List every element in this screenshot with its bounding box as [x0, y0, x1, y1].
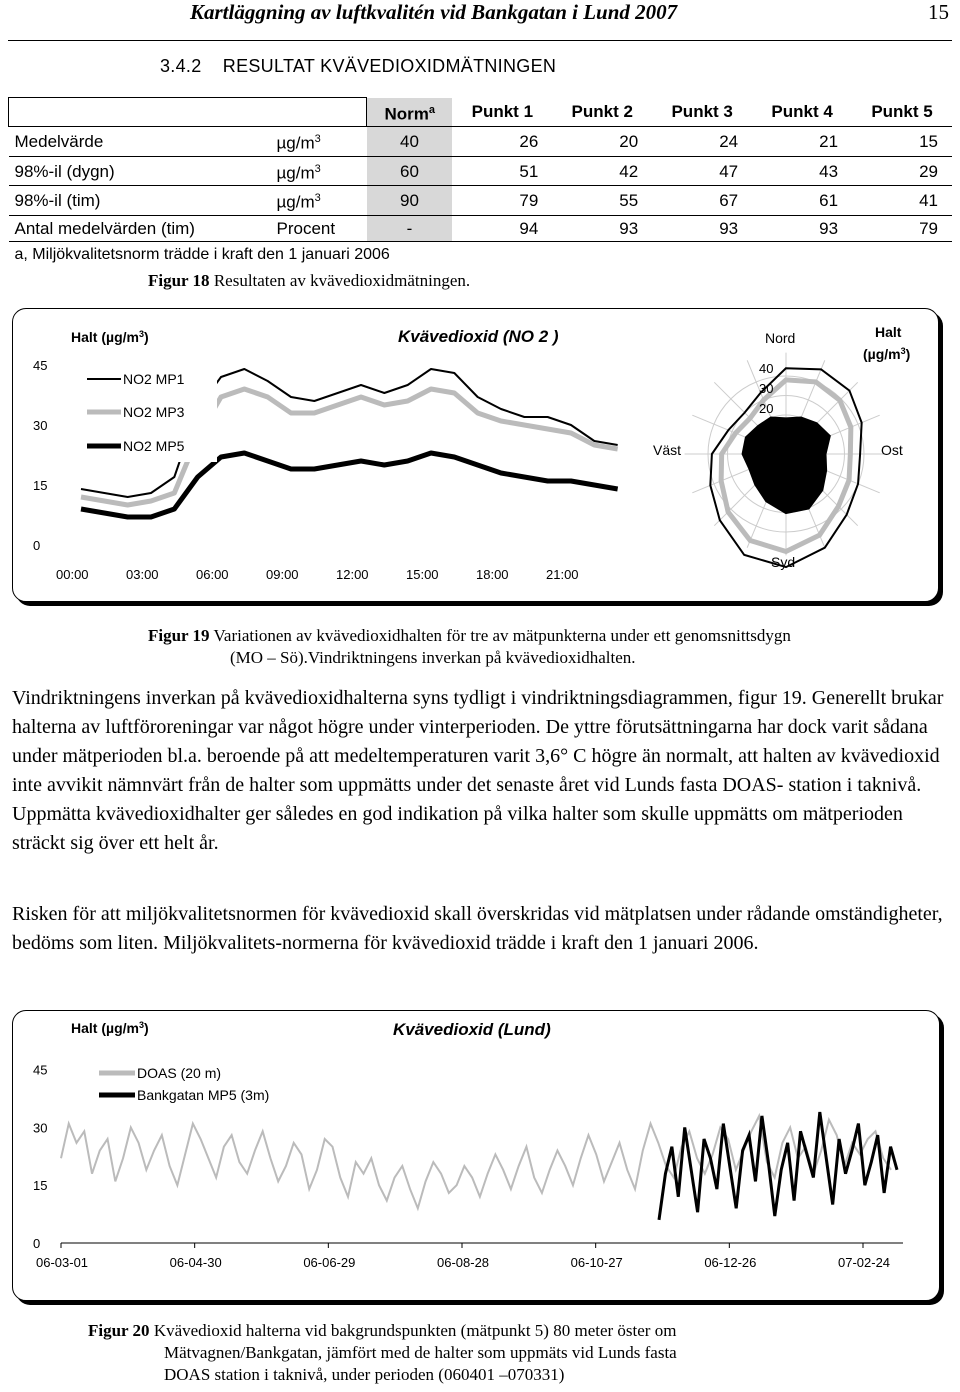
direction-north: Nord	[765, 330, 796, 346]
figure-text-cont: (MO – Sö).Vindriktningens inverkan på kvävedioxidhalten.	[230, 648, 636, 667]
legend-label: NO2 MP1	[123, 371, 185, 387]
column-header: Punkt 1	[471, 102, 534, 122]
direction-south: Syd	[771, 554, 796, 570]
figure-19-caption	[148, 625, 938, 669]
column-header: Punkt 2	[571, 102, 633, 122]
x-tick-label: 06:00	[196, 567, 229, 582]
section-heading	[160, 56, 556, 77]
value-cell: 93	[552, 216, 652, 242]
chart-title: Kvävedioxid (NO 2 )	[398, 327, 559, 346]
unit-cell: $\mu g/m^3$	[270, 127, 366, 157]
header-rule	[8, 40, 952, 41]
figure-text-cont: Mätvagnen/Bankgatan, jämfört med de halter som uppmäts vid Lunds fasta	[164, 1343, 677, 1362]
column-header: Norm$^a$	[367, 98, 453, 127]
radar-series-3	[743, 418, 829, 513]
value-cell: 29	[852, 156, 952, 186]
figure-label: Figur 19	[148, 626, 210, 645]
chart-title: Kvävedioxid (Lund)	[393, 1020, 551, 1039]
y-tick-label: 0	[33, 1236, 41, 1251]
figure-19-chart	[12, 308, 939, 602]
value-cell: 55	[552, 186, 652, 216]
x-tick-label: 18:00	[476, 567, 509, 582]
legend-label: DOAS (20 m)	[137, 1065, 222, 1081]
legend-label: NO2 MP3	[123, 404, 185, 420]
table-corner	[9, 98, 367, 127]
value-cell: 42	[552, 156, 652, 186]
figure-text: Kvävedioxid halterna vid bakgrundspunkten (mätpunkt 5) 80 meter öster om	[153, 1321, 677, 1340]
section-number: 3.4.2	[160, 56, 202, 76]
table-row	[9, 216, 953, 242]
table-row	[9, 156, 953, 186]
value-cell: 20	[552, 127, 652, 157]
y-tick-label: 45	[33, 358, 48, 373]
value-cell: 15	[852, 127, 952, 157]
row-label: Antal medelvärden (tim)	[9, 216, 271, 242]
norm-cell: 90	[367, 186, 453, 216]
figure-text-cont: DOAS station i taknivå, under perioden (060401 –070331)	[164, 1365, 565, 1384]
x-tick-label: 06-12-26	[704, 1255, 757, 1270]
row-label: Medelvärde	[9, 127, 271, 157]
x-tick-label: 15:00	[406, 567, 439, 582]
value-cell: 94	[452, 216, 552, 242]
x-tick-label: 21:00	[546, 567, 579, 582]
figure-label: Figur 20	[88, 1321, 150, 1340]
direction-west: Väst	[653, 442, 682, 458]
table-row	[9, 186, 953, 216]
value-cell: 21	[752, 127, 852, 157]
norm-cell: 60	[367, 156, 453, 186]
figure-20-caption	[88, 1320, 868, 1386]
figure-text: Resultaten av kvävedioxidmätningen.	[213, 271, 471, 290]
body-paragraph: Vindriktningens inverkan på kvävedioxidhalterna syns tydligt i vindriktningsdiagrammen, figur 19. Generellt brukar halterna av luftföroreningar var något högre under vinterperioden. De yttre förutsättningarna har dock varit sådana under mätperioden bl.a. beroende på att medeltemperaturen varit 3,6° C högre än normalt, att halten av kvävedioxid inte avvikit nämnvärt från de halter som uppmätts under det senaste året vid Lunds fasta DOAS- station i taknivå. Uppmätta kvävedioxidhalter ger således en god indikation på vilka halter som skulle uppmätts om mätperioden sträckt sig över ett helt år.	[12, 687, 944, 854]
y-tick-label: 45	[33, 1062, 48, 1078]
unit-cell: $\mu g/m^3$	[270, 186, 366, 216]
chart-20-svg	[13, 1011, 939, 1300]
page-number: 15	[928, 0, 949, 24]
table-footnote-row	[9, 242, 953, 268]
value-cell: 79	[452, 186, 552, 216]
y-tick-label: 0	[33, 538, 41, 553]
x-tick-label: 06-04-30	[169, 1255, 222, 1270]
series-line-doas	[61, 1116, 891, 1208]
running-header-title: Kartläggning av luftkvalitén vid Bankgatan i Lund 2007	[190, 0, 678, 24]
unit-cell: $\mu g/m^3$	[270, 156, 366, 186]
x-tick-label: 06-06-29	[303, 1255, 356, 1270]
column-header: Punkt 3	[671, 102, 733, 122]
row-label: 98%-il (dygn)	[9, 156, 271, 186]
y-tick-label: 30	[33, 418, 48, 433]
x-tick-label: 07-02-24	[838, 1255, 891, 1270]
direction-east: Ost	[881, 442, 903, 458]
legend-label: NO2 MP5	[123, 438, 185, 454]
radar-title-line2: $(\mu g/m^3)$	[863, 346, 911, 362]
norm-cell: 40	[367, 127, 453, 157]
x-tick-label: 00:00	[56, 567, 89, 582]
legend-label: Bankgatan MP5 (3m)	[137, 1087, 270, 1103]
value-cell: 93	[652, 216, 752, 242]
column-header: Punkt 4	[771, 102, 833, 122]
norm-cell: -	[367, 216, 453, 242]
y-axis-label: Halt $(\mu g/m^3)$	[71, 329, 149, 345]
value-cell: 47	[652, 156, 752, 186]
figure-label: Figur 18	[148, 271, 210, 290]
value-cell: 24	[652, 127, 752, 157]
value-cell: 43	[752, 156, 852, 186]
row-label: 98%-il (tim)	[9, 186, 271, 216]
x-tick-label: 06-03-01	[36, 1255, 89, 1270]
table-row	[9, 127, 953, 157]
x-tick-label: 09:00	[266, 567, 299, 582]
value-cell: 79	[852, 216, 952, 242]
x-tick-label: 12:00	[336, 567, 369, 582]
results-table	[8, 97, 952, 267]
x-tick-label: 06-08-28	[437, 1255, 490, 1270]
radar-ring-label: 20	[759, 401, 774, 416]
value-cell: 41	[852, 186, 952, 216]
value-cell: 67	[652, 186, 752, 216]
table-footnote: a, Miljökvalitetsnorm trädde i kraft den 1 januari 2006	[9, 242, 953, 268]
value-cell: 93	[752, 216, 852, 242]
chart-19-svg	[13, 309, 938, 601]
y-axis-label: Halt $(\mu g/m^3)$	[71, 1020, 149, 1036]
value-cell: 61	[752, 186, 852, 216]
unit-cell: Procent	[270, 216, 366, 242]
x-tick-label: 03:00	[126, 567, 159, 582]
table-header-row	[9, 98, 953, 127]
x-tick-label: 06-10-27	[570, 1255, 623, 1270]
y-tick-label: 15	[33, 478, 48, 493]
y-tick-label: 30	[33, 1120, 48, 1136]
section-title: RESULTAT KVÄVEDIOXIDMÄTNINGEN	[222, 56, 557, 76]
value-cell: 26	[452, 127, 552, 157]
y-tick-label: 15	[33, 1178, 48, 1194]
figure-20-chart	[12, 1010, 940, 1301]
value-cell: 51	[452, 156, 552, 186]
radar-title-line1: Halt	[875, 324, 902, 340]
figure-text: Variationen av kvävedioxidhalten för tre av mätpunkterna under ett genomsnittsdygn	[213, 626, 791, 645]
radar-ring-label: 30	[759, 381, 774, 396]
body-paragraph: Risken för att miljökvalitetsnormen för kvävedioxid skall överskridas vid mätplatsen under rådande omständigheter, bedöms som liten. Miljökvalitets-normerna för kvävedioxid trädde i kraft den 1 januari 2006.	[12, 903, 943, 954]
figure-18-caption	[148, 270, 470, 292]
column-header: Punkt 5	[871, 102, 933, 122]
radar-ring-label: 40	[759, 361, 774, 376]
